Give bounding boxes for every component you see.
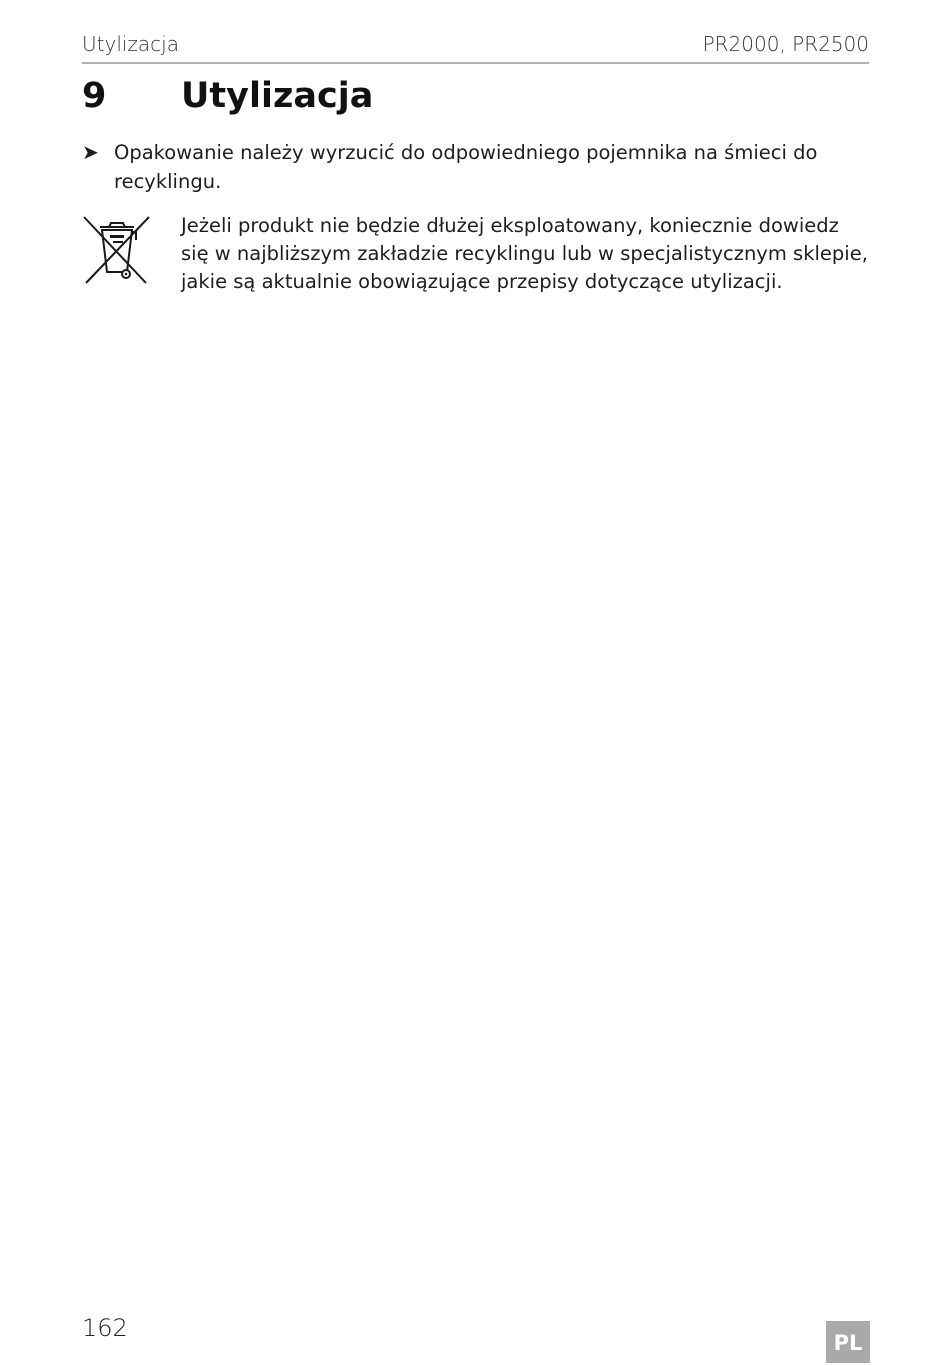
header-model: PR2000, PR2500 [702,32,869,56]
page-header [82,30,869,64]
header-section-title: Utylizacja [82,32,179,56]
crossed-out-wheelie-bin-icon [82,214,152,286]
disposal-info-text: Jeżeli produkt nie będzie dłużej eksploatowany, koniecznie dowiedz się w najbliższym zakładzie recyklingu lub w specjalistycznym sklepie, jakie są aktualnie obowiązujące przepisy dotyczące utylizacji. [181,214,868,293]
packaging-instruction-text: Opakowanie należy wyrzucić do odpowiedniego pojemnika na śmieci do recyklingu. [114,141,818,193]
chapter-number: 9 [82,76,107,116]
language-badge: PL [826,1321,870,1363]
chapter-title: Utylizacja [181,76,374,116]
page-number: 162 [82,1314,128,1342]
arrow-bullet-icon: ➤ [82,140,99,164]
